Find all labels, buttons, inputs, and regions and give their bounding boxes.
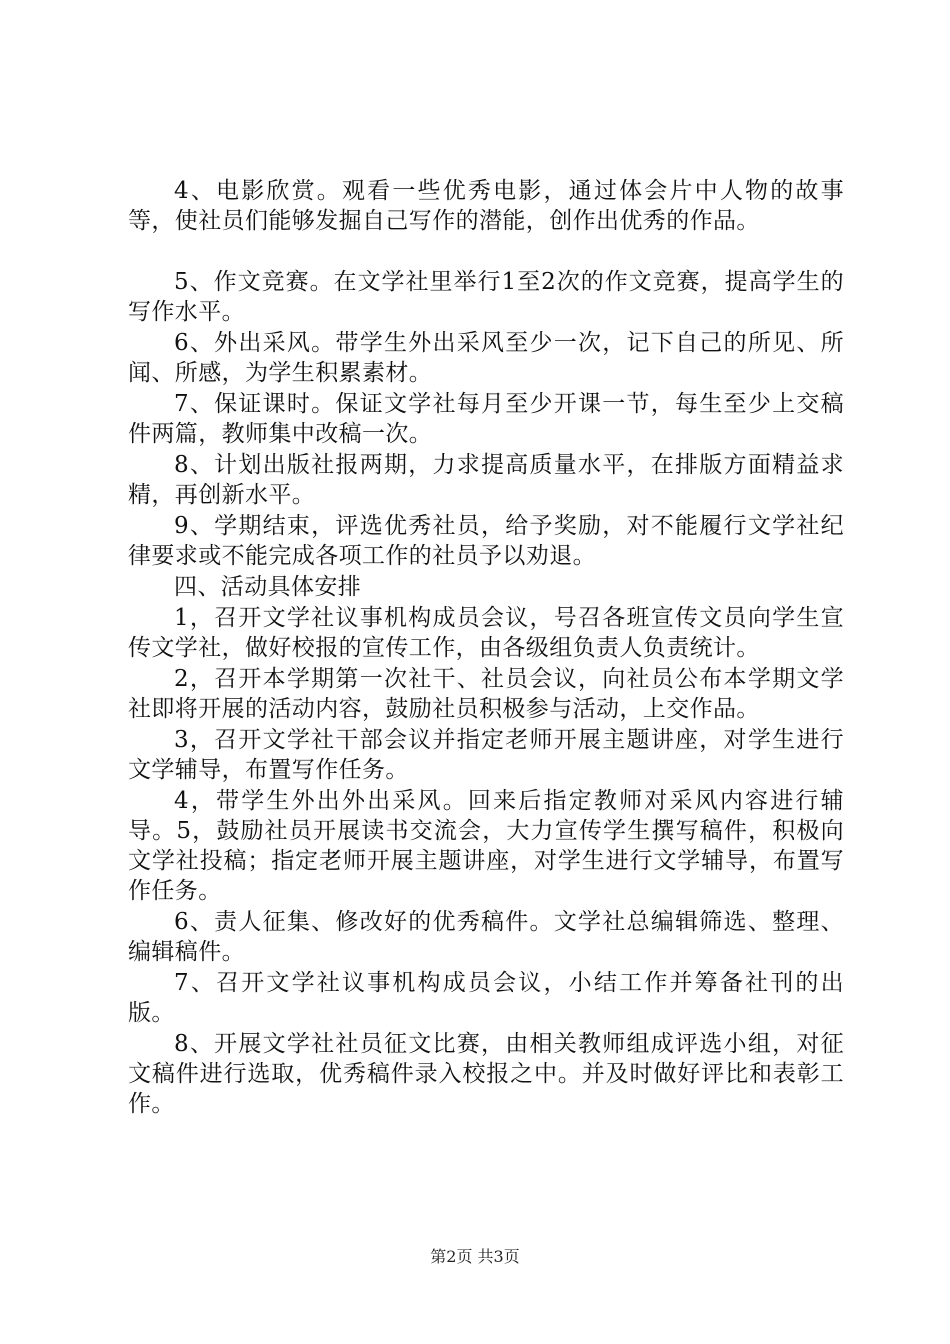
paragraph-item-9-term-end: 9、学期结束，评选优秀社员，给予奖励，对不能履行文学社纪律要求或不能完成各项工作的社员予以劝退。 bbox=[128, 513, 844, 569]
document-body bbox=[128, 176, 844, 1120]
schedule-item-2: 2，召开本学期第一次社干、社员会议，向社员公布本学期文学社即将开展的活动内容，鼓励社员积极参与活动，上交作品。 bbox=[128, 666, 844, 722]
paragraph-item-8-newspaper: 8、计划出版社报两期，力求提高质量水平，在排版方面精益求精，再创新水平。 bbox=[128, 452, 844, 508]
schedule-item-8: 8、开展文学社社员征文比赛，由相关教师组成评选小组，对征文稿件进行选取，优秀稿件录入校报之中。并及时做好评比和表彰工作。 bbox=[128, 1031, 844, 1117]
paragraph-item-6-field-trip: 6、外出采风。带学生外出采风至少一次，记下自己的所见、所闻、所感，为学生积累素材。 bbox=[128, 330, 844, 386]
schedule-item-6: 6、责人征集、修改好的优秀稿件。文学社总编辑筛选、整理、编辑稿件。 bbox=[128, 909, 844, 965]
schedule-item-4-5: 4，带学生外出外出采风。回来后指定教师对采风内容进行辅导。5，鼓励社员开展读书交流会，大力宣传学生撰写稿件，积极向文学社投稿；指定老师开展主题讲座，对学生进行文学辅导，布置写作任务。 bbox=[128, 788, 844, 904]
paragraph-item-5-essay-contest: 5、作文竞赛。在文学社里举行1至2次的作文竞赛，提高学生的写作水平。 bbox=[128, 269, 844, 325]
schedule-item-3: 3，召开文学社干部会议并指定老师开展主题讲座，对学生进行文学辅导，布置写作任务。 bbox=[128, 727, 844, 783]
paragraph-item-4-film: 4、电影欣赏。观看一些优秀电影，通过体会片中人物的故事等，使社员们能够发掘自己写作的潜能，创作出优秀的作品。 bbox=[128, 178, 844, 234]
paragraph-item-7-class-hours: 7、保证课时。保证文学社每月至少开课一节，每生至少上交稿件两篇，教师集中改稿一次。 bbox=[128, 391, 844, 447]
schedule-item-7: 7、召开文学社议事机构成员会议，小结工作并筹备社刊的出版。 bbox=[128, 970, 844, 1026]
schedule-item-1: 1，召开文学社议事机构成员会议，号召各班宣传文员向学生宣传文学社，做好校报的宣传工作，由各级组负责人负责统计。 bbox=[128, 605, 844, 661]
page-footer-page-number: 第2页 共3页 bbox=[430, 1247, 520, 1266]
section-heading-schedule: 四、活动具体安排 bbox=[174, 574, 362, 600]
